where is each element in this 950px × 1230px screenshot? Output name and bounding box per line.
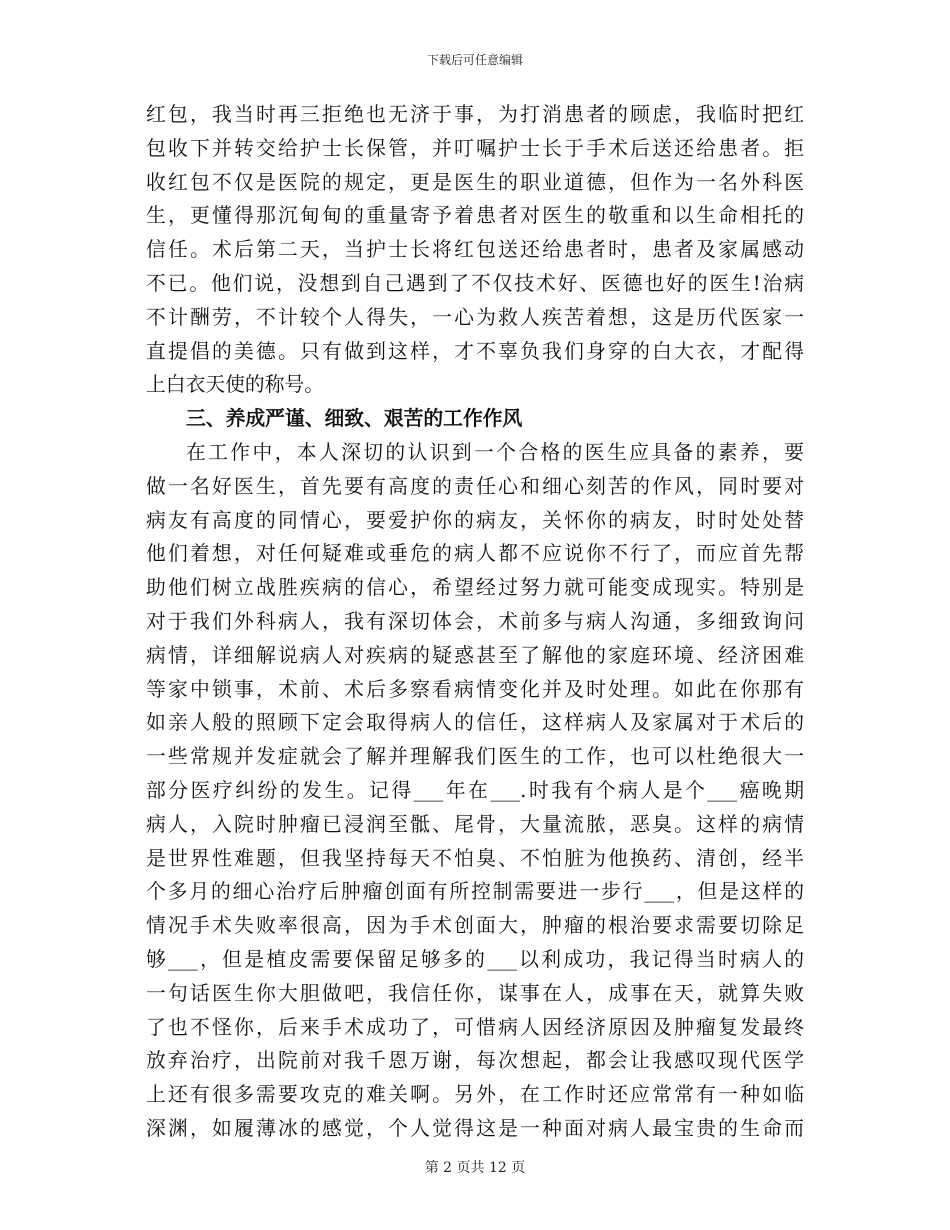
text-line: 生，更懂得那沉甸甸的重量寄予着患者对医生的敬重和以生命相托的 (146, 204, 804, 228)
text-line: 了也不怪你，后来手术成功了，可惜病人因经济原因及肿瘤复发最终 (146, 1015, 804, 1039)
text-line: 不已。他们说，没想到自己遇到了不仅技术好、医德也好的医生!治病 (146, 271, 804, 295)
text-line: 信任。术后第二天，当护士长将红包送还给患者时，患者及家属感动 (146, 238, 804, 262)
text-line: 上白衣天使的称号。 (146, 373, 325, 397)
text-line: 做一名好医生，首先要有高度的责任心和细心刻苦的作风，同时要对 (146, 474, 804, 498)
text-line: 部分医疗纠纷的发生。记得___年在___.时我有个病人是个___癌晚期 (146, 778, 804, 802)
text-line: 等家中锁事，术前、术后多察看病情变化并及时处理。如此在你那有 (146, 677, 804, 701)
text-line: 对于我们外科病人，我有深切体会，术前多与病人沟通，多细致询问 (146, 609, 804, 633)
text-line: 放弃治疗，出院前对我千恩万谢，每次想起，都会让我感叹现代医学 (146, 1049, 804, 1073)
text-line: 个多月的细心治疗后肿瘤创面有所控制需要进一步行___，但是这样的 (146, 880, 804, 904)
text-line: 收红包不仅是医院的规定，更是医生的职业道德，但作为一名外科医 (146, 170, 804, 194)
text-line: 一些常规并发症就会了解并理解我们医生的工作，也可以杜绝很大一 (146, 745, 804, 769)
text-line: 直提倡的美德。只有做到这样，才不辜负我们身穿的白大衣，才配得 (146, 339, 804, 363)
paragraph (146, 98, 804, 402)
text-line: 病情，详细解说病人对疾病的疑惑甚至了解他的家庭环境、经济困难 (146, 643, 804, 667)
text-line: 深渊，如履薄冰的感觉，个人觉得这是一种面对病人最宝贵的生命而 (146, 1116, 804, 1140)
text-line: 不计酬劳，不计较个人得失，一心为救人疾苦着想，这是历代医家一 (146, 305, 804, 329)
text-line: 情况手术失败率很高，因为手术创面大，肿瘤的根治要求需要切除足 (146, 914, 804, 938)
text-line: 红包，我当时再三拒绝也无济于事，为打消患者的顾虑，我临时把红 (146, 103, 804, 126)
text-line: 病友有高度的同情心，要爱护你的病友，关怀你的病友，时时处处替 (146, 508, 804, 532)
page-header: 下载后可任意编辑 (426, 53, 523, 67)
paragraph (146, 436, 804, 1146)
text-line: 够___，但是植皮需要保留足够多的___以利成功，我记得当时病人的 (146, 947, 804, 971)
document-body (146, 98, 804, 1146)
text-line: 如亲人般的照顾下定会取得病人的信任，这样病人及家属对于术后的 (146, 711, 804, 735)
text-line: 一句话医生你大胆做吧，我信任你，谋事在人，成事在天，就算失败 (146, 981, 804, 1005)
text-line: 包收下并转交给护士长保管，并叮嘱护士长于手术后送还给患者。拒 (146, 136, 804, 160)
text-line: 病人，入院时肿瘤已浸润至骶、尾骨，大量流脓，恶臭。这样的病情 (146, 812, 804, 836)
text-line: 他们着想，对任何疑难或垂危的病人都不应说你不行了，而应首先帮 (146, 542, 804, 566)
text-line: 上还有很多需要攻克的难关啊。另外，在工作时还应常常有一种如临 (146, 1083, 804, 1107)
section-heading: 三、养成严谨、细致、艰苦的工作作风 (186, 406, 523, 431)
text-line: 在工作中，本人深切的认识到一个合格的医生应具备的素养，要 (186, 440, 804, 464)
text-line: 是世界性难题，但我坚持每天不怕臭、不怕脏为他换药、清创，经半 (146, 846, 804, 870)
text-line: 助他们树立战胜疾病的信心，希望经过努力就可能变成现实。特别是 (146, 576, 804, 600)
page-number: 第 2 页共 12 页 (424, 1160, 526, 1176)
